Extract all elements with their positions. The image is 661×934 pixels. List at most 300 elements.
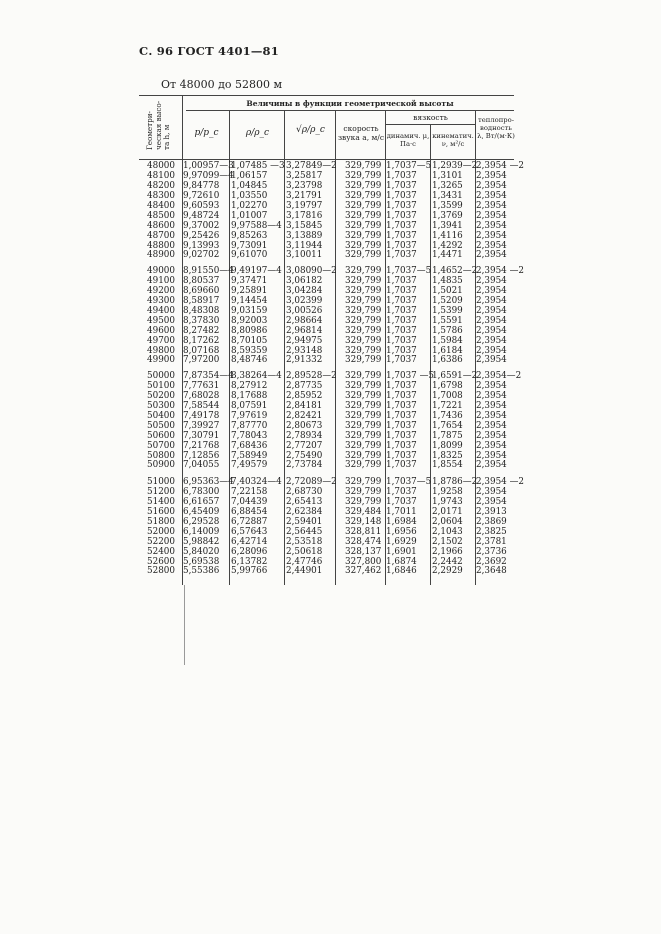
table-cell: 1,8554 <box>432 460 463 471</box>
table-cell: 49400 <box>147 305 175 316</box>
table-cell: 50700 <box>147 440 175 451</box>
table-cell: 50600 <box>147 430 175 441</box>
table-cell: 1,06157 <box>231 170 268 181</box>
table-cell: 1,7654 <box>432 420 463 431</box>
table-cell: 7,30791 <box>183 430 220 441</box>
kin-viscosity-col <box>432 162 477 261</box>
table-cell: 2,3648 <box>476 566 507 577</box>
thermal-header: теплопро-водность λ, Вт/(м·К) <box>477 116 515 141</box>
table-cell: 2,62384 <box>286 506 323 517</box>
table-cell: 1,7037 <box>386 200 417 211</box>
table-cell: 8,38264—4 <box>231 371 282 381</box>
table-cell: 1,7037 <box>386 496 417 507</box>
table-cell: 1,7037 <box>386 460 417 471</box>
table-cell: 2,3954 <box>476 460 507 471</box>
table-cell: 50200 <box>147 390 175 401</box>
table-cell: 2,3954 <box>476 410 507 421</box>
table-cell: 2,91332 <box>286 355 323 366</box>
table-cell: 3,19797 <box>286 200 323 211</box>
table-cell: 3,02399 <box>286 295 323 306</box>
table-cell: 7,40324—4 <box>231 477 282 487</box>
table-cell: 7,97619 <box>231 410 268 421</box>
table-cell: 3,23798 <box>286 180 323 191</box>
altitude-col <box>147 267 175 366</box>
table-cell: 2,1966 <box>432 546 463 557</box>
table-cell: 8,27482 <box>183 325 220 336</box>
table-cell: 9,25426 <box>183 230 220 241</box>
table-cell: 2,3954 <box>476 190 507 201</box>
table-cell: 49500 <box>147 315 175 326</box>
table-cell: 2,3736 <box>476 546 507 557</box>
table-cell: 1,3941 <box>432 220 463 231</box>
sqrt-col <box>286 267 337 366</box>
table-cell: 7,12856 <box>183 450 220 461</box>
dyn-viscosity-header: динамич. μ, Па·с <box>386 132 430 149</box>
table-cell: 49300 <box>147 295 175 306</box>
table-cell: 6,57643 <box>231 526 268 537</box>
table-cell: 3,00526 <box>286 305 323 316</box>
table-cell: 329,799 <box>345 345 382 356</box>
table-cell: 2,84181 <box>286 400 323 411</box>
dyn-viscosity-col <box>386 372 434 471</box>
table-cell: 1,7037 <box>386 295 417 306</box>
viscosity-header: вязкость <box>413 113 448 122</box>
table-cell: 2,3954 <box>476 305 507 316</box>
table-cell: 1,7436 <box>432 410 463 421</box>
table-cell: 1,8099 <box>432 440 463 451</box>
table-cell: 9,84778 <box>183 180 220 191</box>
table-cell: 9,14454 <box>231 295 268 306</box>
table-cell: 329,799 <box>345 230 382 241</box>
table-cell: 8,91550—4 <box>183 266 234 276</box>
table-cell: 3,21791 <box>286 190 323 201</box>
table-cell: 329,799 <box>345 371 382 381</box>
table-cell: 48700 <box>147 230 175 241</box>
table-cell: 2,3954—2 <box>476 371 522 381</box>
table-cell: 327,800 <box>345 556 382 567</box>
table-cell: 2,3954 <box>476 220 507 231</box>
table-cell: 8,59359 <box>231 345 268 356</box>
speed-col <box>345 372 381 471</box>
sqrt-header: √ρ/ρ_c <box>296 125 325 135</box>
pressure-col <box>183 162 234 261</box>
table-cell: 49700 <box>147 335 175 346</box>
table-cell: 1,4471 <box>432 250 463 261</box>
table-cell: 3,11944 <box>286 240 323 251</box>
pressure-col <box>183 372 234 471</box>
table-cell: 1,6798 <box>432 380 463 391</box>
table-cell: 1,8325 <box>432 450 463 461</box>
table-cell: 1,7037 <box>386 420 417 431</box>
table-cell: 329,799 <box>345 400 382 411</box>
table-cell: 1,4292 <box>432 240 463 251</box>
table-cell: 5,69538 <box>183 556 220 567</box>
table-cell: 2,3954 <box>476 390 507 401</box>
table-cell: 2,65413 <box>286 496 323 507</box>
table-cell: 6,42714 <box>231 536 268 547</box>
table-cell: 52000 <box>147 526 175 537</box>
table-cell: 327,462 <box>345 566 382 577</box>
table-cell: 6,72887 <box>231 516 268 527</box>
table-cell: 329,799 <box>345 355 382 366</box>
table-cell: 48600 <box>147 220 175 231</box>
table-cell: 3,13889 <box>286 230 323 241</box>
table-cell: 7,49178 <box>183 410 220 421</box>
table-cell: 2,3954 <box>476 240 507 251</box>
table-cell: 48900 <box>147 250 175 261</box>
table-cell: 3,15845 <box>286 220 323 231</box>
table-cell: 1,8786—2 <box>432 477 478 487</box>
density-col <box>231 372 282 471</box>
table-cell: 51200 <box>147 486 175 497</box>
table-cell: 2,94975 <box>286 335 323 346</box>
table-cell: 329,799 <box>345 190 382 201</box>
table-cell: 1,2939—2 <box>432 161 478 171</box>
table-cell: 1,3265 <box>432 180 463 191</box>
table-cell: 328,474 <box>345 536 382 547</box>
table-cell: 7,87354—4 <box>183 371 234 381</box>
table-cell: 2,47746 <box>286 556 323 567</box>
table-cell: 329,799 <box>345 390 382 401</box>
table-cell: 2,98664 <box>286 315 323 326</box>
table-cell: 6,88454 <box>231 506 268 517</box>
table-cell: 7,97200 <box>183 355 220 366</box>
table-cell: 1,7037 <box>386 250 417 261</box>
table-cell: 1,07485 —3 <box>231 161 285 171</box>
table-cell: 1,3431 <box>432 190 463 201</box>
table-cell: 2,56445 <box>286 526 323 537</box>
table-cell: 2,89528—2 <box>286 371 337 381</box>
table-cell: 6,28096 <box>231 546 268 557</box>
speed-col <box>345 267 381 366</box>
table-cell: 1,5786 <box>432 325 463 336</box>
table-cell: 50800 <box>147 450 175 461</box>
table-cell: 3,04284 <box>286 285 323 296</box>
rho2-header: ρ/ρ_c <box>245 128 270 138</box>
table-cell: 50500 <box>147 420 175 431</box>
table-cell: 328,811 <box>345 526 382 537</box>
table-cell: 1,6591—2 <box>432 371 478 381</box>
table-cell: 1,7221 <box>432 400 463 411</box>
table-cell: 329,148 <box>345 516 382 527</box>
table-cell: 7,49579 <box>231 460 268 471</box>
table-cell: 6,45409 <box>183 506 220 517</box>
table-cell: 3,08090—2 <box>286 266 337 276</box>
table-cell: 2,3954 <box>476 180 507 191</box>
table-cell: 2,44901 <box>286 566 323 577</box>
table-cell: 1,7037 <box>386 380 417 391</box>
table-cell: 329,799 <box>345 266 382 276</box>
table-cell: 8,17262 <box>183 335 220 346</box>
table-cell: 2,78934 <box>286 430 323 441</box>
table-cell: 7,77631 <box>183 380 220 391</box>
table-cell: 329,799 <box>345 410 382 421</box>
table-cell: 1,04845 <box>231 180 268 191</box>
density-col <box>231 478 282 577</box>
table-cell: 1,3101 <box>432 170 463 181</box>
table-cell: 2,3954 —2 <box>476 477 524 487</box>
table-cell: 2,50618 <box>286 546 323 557</box>
table-cell: 1,5021 <box>432 285 463 296</box>
table-cell: 2,1502 <box>432 536 463 547</box>
table-cell: 6,78300 <box>183 486 220 497</box>
table-cell: 9,97099—4 <box>183 170 234 181</box>
table-cell: 1,5209 <box>432 295 463 306</box>
table-cell: 9,13993 <box>183 240 220 251</box>
table-cell: 3,27849—2 <box>286 161 337 171</box>
table-cell: 7,87770 <box>231 420 268 431</box>
table-cell: 1,5984 <box>432 335 463 346</box>
table-cell: 2,82421 <box>286 410 323 421</box>
table-cell: 329,799 <box>345 180 382 191</box>
table-cell: 2,53518 <box>286 536 323 547</box>
page-margin-line <box>184 585 185 665</box>
kin-viscosity-col <box>432 372 477 471</box>
table-cell: 329,799 <box>345 380 382 391</box>
table-cell: 6,13782 <box>231 556 268 567</box>
table-cell: 2,77207 <box>286 440 323 451</box>
table-cell: 2,96814 <box>286 325 323 336</box>
pressure-col <box>183 478 234 577</box>
table-cell: 50900 <box>147 460 175 471</box>
table-cell: 9,73091 <box>231 240 268 251</box>
table-cell: 49600 <box>147 325 175 336</box>
table-cell: 8,37830 <box>183 315 220 326</box>
table-cell: 1,4835 <box>432 275 463 286</box>
table-cell: 1,7037 <box>386 190 417 201</box>
table-cell: 2,3954 <box>476 315 507 326</box>
table-cell: 1,7037 <box>386 180 417 191</box>
table-cell: 8,69660 <box>183 285 220 296</box>
table-cell: 48200 <box>147 180 175 191</box>
table-cell: 329,799 <box>345 275 382 286</box>
table-cell: 2,73784 <box>286 460 323 471</box>
kin-viscosity-col <box>432 267 477 366</box>
group-header: Величины в функции геометрической высоты <box>246 99 454 108</box>
table-cell: 2,3781 <box>476 536 507 547</box>
table-cell: 1,7037 <box>386 450 417 461</box>
table-cell: 1,7037 <box>386 325 417 336</box>
table-cell: 1,9258 <box>432 486 463 497</box>
table-cell: 5,55386 <box>183 566 220 577</box>
table-cell: 1,9743 <box>432 496 463 507</box>
table-cell: 1,6984 <box>386 516 417 527</box>
table-cell: 8,27912 <box>231 380 268 391</box>
table-cell: 329,799 <box>345 220 382 231</box>
table-cell: 329,799 <box>345 325 382 336</box>
table-cell: 1,6929 <box>386 536 417 547</box>
speed-col <box>345 478 381 577</box>
table-cell: 49800 <box>147 345 175 356</box>
table-cell: 9,48724 <box>183 210 220 221</box>
table-cell: 329,799 <box>345 240 382 251</box>
table-cell: 2,3954 <box>476 486 507 497</box>
table-cell: 52200 <box>147 536 175 547</box>
altitude-col <box>147 372 175 471</box>
table-cell: 9,37002 <box>183 220 220 231</box>
table-cell: 2,3954 —2 <box>476 161 524 171</box>
dyn-viscosity-col <box>386 162 431 261</box>
table-cell: 8,48308 <box>183 305 220 316</box>
table-cell: 5,99766 <box>231 566 268 577</box>
table-cell: 5,98842 <box>183 536 220 547</box>
table-cell: 329,799 <box>345 440 382 451</box>
table-cell: 7,22158 <box>231 486 268 497</box>
table-cell: 7,68436 <box>231 440 268 451</box>
table-cell: 1,7037 <box>386 345 417 356</box>
table-cell: 1,6386 <box>432 355 463 366</box>
table-cell: 52800 <box>147 566 175 577</box>
table-cell: 8,58917 <box>183 295 220 306</box>
table-cell: 3,17816 <box>286 210 323 221</box>
table-cell: 6,14009 <box>183 526 220 537</box>
altitude-col <box>147 478 175 577</box>
table-cell: 50400 <box>147 410 175 421</box>
table-cell: 1,7037—5 <box>386 161 432 171</box>
table-cell: 2,3954 <box>476 230 507 241</box>
table-cell: 1,4652—2 <box>432 266 478 276</box>
table-cell: 2,3954 <box>476 355 507 366</box>
table-cell: 1,6184 <box>432 345 463 356</box>
kin-viscosity-header: кинематич. ν, м²/с <box>432 132 474 149</box>
table-cell: 1,7037 <box>386 390 417 401</box>
table-cell: 2,3954 —2 <box>476 266 524 276</box>
table-cell: 1,4116 <box>432 230 463 241</box>
table-cell: 8,07168 <box>183 345 220 356</box>
table-cell: 1,01007 <box>231 210 268 221</box>
thermal-col <box>476 267 524 366</box>
table-cell: 329,799 <box>345 200 382 211</box>
table-cell: 329,799 <box>345 420 382 431</box>
table-cell: 9,49197—4 <box>231 266 282 276</box>
table-cell: 1,00957—3 <box>183 161 234 171</box>
table-cell: 2,3954 <box>476 400 507 411</box>
table-cell: 1,03550 <box>231 190 268 201</box>
table-cell: 48300 <box>147 190 175 201</box>
table-cell: 1,7875 <box>432 430 463 441</box>
table-cell: 329,799 <box>345 486 382 497</box>
header-bottom-rule <box>139 159 514 160</box>
table-cell: 9,37471 <box>231 275 268 286</box>
table-cell: 1,7037 <box>386 430 417 441</box>
table-cell: 8,17688 <box>231 390 268 401</box>
altitude-col <box>147 162 175 261</box>
table-cell: 329,799 <box>345 460 382 471</box>
table-cell: 2,1043 <box>432 526 463 537</box>
pressure-col <box>183 267 234 366</box>
table-cell: 2,59401 <box>286 516 323 527</box>
table-cell: 1,7037—5 <box>386 477 432 487</box>
table-cell: 9,25891 <box>231 285 268 296</box>
table-cell: 1,5591 <box>432 315 463 326</box>
table-cell: 2,0604 <box>432 516 463 527</box>
table-cell: 2,2929 <box>432 566 463 577</box>
table-cell: 2,2442 <box>432 556 463 567</box>
table-cell: 1,3769 <box>432 210 463 221</box>
table-cell: 50100 <box>147 380 175 391</box>
table-cell: 2,3954 <box>476 420 507 431</box>
table-cell: 2,3954 <box>476 450 507 461</box>
table-cell: 6,95363—4 <box>183 477 234 487</box>
density-col <box>231 267 282 366</box>
table-cell: 2,3954 <box>476 345 507 356</box>
table-cell: 51000 <box>147 477 175 487</box>
table-cell: 2,93148 <box>286 345 323 356</box>
table-cell: 7,58949 <box>231 450 268 461</box>
table-cell: 49100 <box>147 275 175 286</box>
table-cell: 2,3869 <box>476 516 507 527</box>
table-cell: 48400 <box>147 200 175 211</box>
table-cell: 7,21768 <box>183 440 220 451</box>
table-cell: 329,799 <box>345 250 382 261</box>
table-cell: 7,78043 <box>231 430 268 441</box>
table-cell: 6,61657 <box>183 496 220 507</box>
table-cell: 1,7037 <box>386 305 417 316</box>
altitude-header: Геометри-ческая высо-та h, м <box>145 100 172 150</box>
table-cell: 1,7037—5 <box>386 266 432 276</box>
table-cell: 329,799 <box>345 170 382 181</box>
table-cell: 51800 <box>147 516 175 527</box>
table-cell: 7,39927 <box>183 420 220 431</box>
table-cell: 2,72089—2 <box>286 477 337 487</box>
table-cell: 8,48746 <box>231 355 268 366</box>
table-cell: 50000 <box>147 371 175 381</box>
table-cell: 2,3954 <box>476 170 507 181</box>
table-cell: 1,7037 <box>386 440 417 451</box>
table-cell: 7,04439 <box>231 496 268 507</box>
table-cell: 49200 <box>147 285 175 296</box>
table-cell: 9,03159 <box>231 305 268 316</box>
table-cell: 8,92003 <box>231 315 268 326</box>
range-title: От 48000 до 52800 м <box>161 78 283 91</box>
table-cell: 2,87735 <box>286 380 323 391</box>
table-cell: 2,3954 <box>476 430 507 441</box>
table-cell: 2,75490 <box>286 450 323 461</box>
table-cell: 5,84020 <box>183 546 220 557</box>
speed-header: скорость звука a, м/с <box>337 124 385 142</box>
table-cell: 52400 <box>147 546 175 557</box>
table-cell: 329,799 <box>345 335 382 346</box>
table-cell: 2,3692 <box>476 556 507 567</box>
table-cell: 1,7037 <box>386 400 417 411</box>
table-cell: 2,3954 <box>476 496 507 507</box>
rho-header: p/p_c <box>194 128 219 138</box>
table-cell: 2,68730 <box>286 486 323 497</box>
table-cell: 2,3954 <box>476 440 507 451</box>
table-cell: 51600 <box>147 506 175 517</box>
thermal-col <box>476 372 521 471</box>
table-cell: 7,58544 <box>183 400 220 411</box>
table-cell: 1,02270 <box>231 200 268 211</box>
table-cell: 1,7037 <box>386 315 417 326</box>
sqrt-col <box>286 372 337 471</box>
table-cell: 1,6956 <box>386 526 417 537</box>
table-cell: 1,7011 <box>386 506 417 517</box>
table-cell: 329,799 <box>345 430 382 441</box>
table-cell: 2,3954 <box>476 200 507 211</box>
table-cell: 3,06182 <box>286 275 323 286</box>
table-cell: 329,799 <box>345 295 382 306</box>
table-cell: 8,70105 <box>231 335 268 346</box>
table-cell: 329,799 <box>345 477 382 487</box>
table-cell: 2,3954 <box>476 210 507 221</box>
table-cell: 1,7037 <box>386 335 417 346</box>
table-cell: 328,137 <box>345 546 382 557</box>
density-col <box>231 162 285 261</box>
table-cell: 48800 <box>147 240 175 251</box>
table-cell: 7,68028 <box>183 390 220 401</box>
speed-col <box>345 162 381 261</box>
